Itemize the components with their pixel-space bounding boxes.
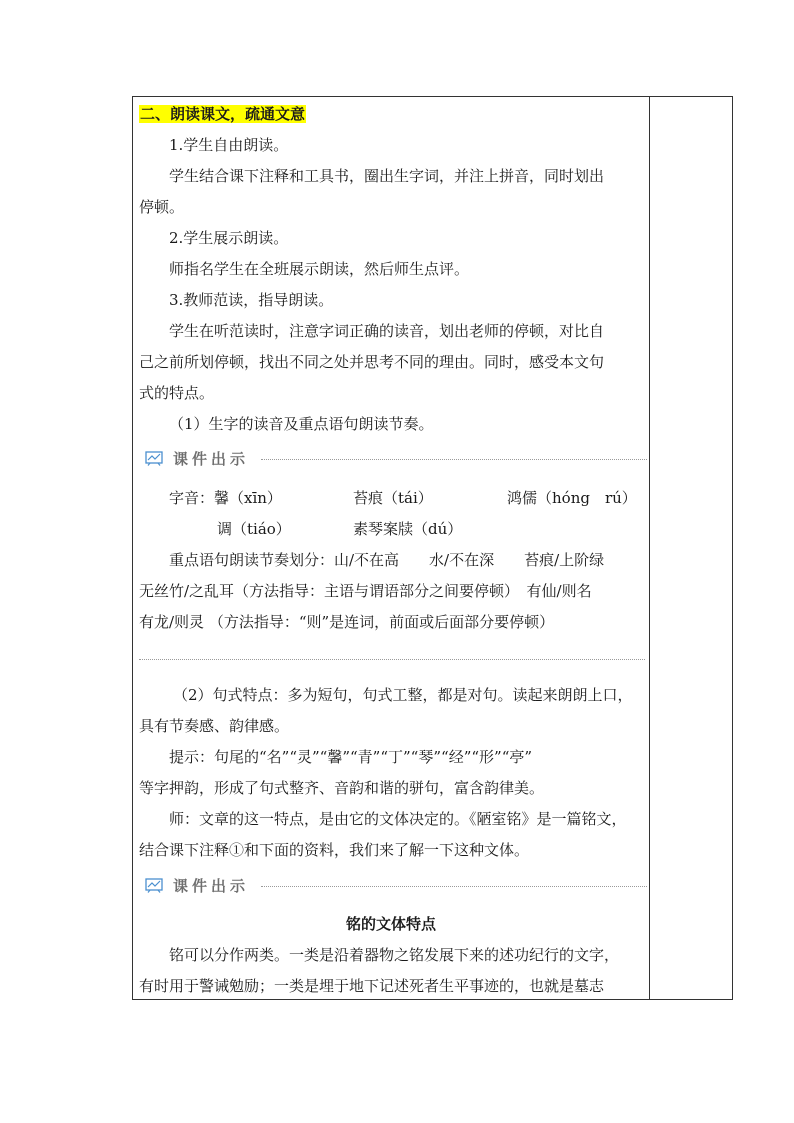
- paragraph: 结合课下注释①和下面的资料，我们来了解一下这种文体。: [139, 841, 530, 859]
- courseware-banner: [145, 449, 649, 471]
- lesson-table: [132, 96, 733, 1000]
- paragraph: 学生在听范读时，注意字词正确的读音，划出老师的停顿，对比自: [169, 322, 605, 340]
- paragraph: 2.学生展示朗读。: [169, 229, 289, 247]
- slideshow-icon: [145, 878, 163, 893]
- pronunciation-item: 素琴案牍（dú）: [353, 520, 463, 538]
- courseware-label: 课件出示: [173, 877, 250, 895]
- rhythm-line: 重点语句朗读节奏划分：山/不在高 水/不在深 苔痕/上阶绿: [169, 551, 605, 569]
- pronunciation-item: 苔痕（tái）: [353, 489, 433, 507]
- paragraph: （1）生字的读音及重点语句朗读节奏。: [169, 415, 434, 433]
- courseware-label: 课件出示: [173, 450, 250, 468]
- dotted-rule: [261, 459, 647, 460]
- column-divider: [649, 97, 650, 999]
- rhythm-line: 有龙/则灵 （方法指导：“则”是连词，前面或后面部分要停顿）: [139, 613, 555, 631]
- pronunciation-item: 鸿儒（hóng rú）: [507, 489, 637, 507]
- dotted-rule: [261, 886, 647, 887]
- paragraph: 师指名学生在全班展示朗读，然后师生点评。: [169, 260, 470, 278]
- paragraph: 己之前所划停顿，找出不同之处并思考不同的理由。同时，感受本文句: [139, 353, 605, 371]
- paragraph: 学生结合课下注释和工具书，圈出生字词，并注上拼音，同时划出: [169, 167, 605, 185]
- paragraph: 等字押韵，形成了句式整齐、音韵和谐的骈句，富含韵律美。: [139, 779, 545, 797]
- paragraph: 1.学生自由朗读。: [169, 136, 289, 154]
- pronunciation-item: 字音：馨（xīn）: [169, 489, 282, 507]
- paragraph: （2）句式特点：多为短句，句式工整，都是对句。读起来朗朗上口，: [173, 686, 633, 704]
- paragraph: 铭可以分作两类。一类是沿着器物之铭发展下来的述功纪行的文字，: [169, 946, 620, 964]
- paragraph: 有时用于警诫勉励；一类是埋于地下记述死者生平事迹的，也就是墓志: [139, 977, 605, 995]
- paragraph: 具有节奏感、韵律感。: [139, 717, 290, 735]
- paragraph: 式的特点。: [139, 384, 215, 402]
- genre-title: 铭的文体特点: [345, 915, 436, 933]
- dotted-rule: [139, 659, 645, 660]
- paragraph: 停顿。: [139, 198, 185, 216]
- section-heading-text: 二、朗读课文，疏通文意: [140, 105, 306, 123]
- section-heading: [139, 104, 306, 124]
- pronunciation-item: 调（tiáo）: [217, 520, 291, 538]
- content-cell: [133, 97, 649, 999]
- paragraph: 提示：句尾的“名”“灵”“馨”“青”“丁”“琴”“经”“形”“亭”: [169, 748, 533, 766]
- paragraph: 3.教师范读，指导朗读。: [169, 291, 334, 309]
- rhythm-line: 无丝竹/之乱耳（方法指导：主语与谓语部分之间要停顿） 有仙/则名: [139, 582, 592, 600]
- paragraph: 师：文章的这一特点，是由它的文体决定的。《陋室铭》是一篇铭文，: [169, 810, 627, 828]
- courseware-banner: [145, 876, 649, 898]
- slideshow-icon: [145, 451, 163, 466]
